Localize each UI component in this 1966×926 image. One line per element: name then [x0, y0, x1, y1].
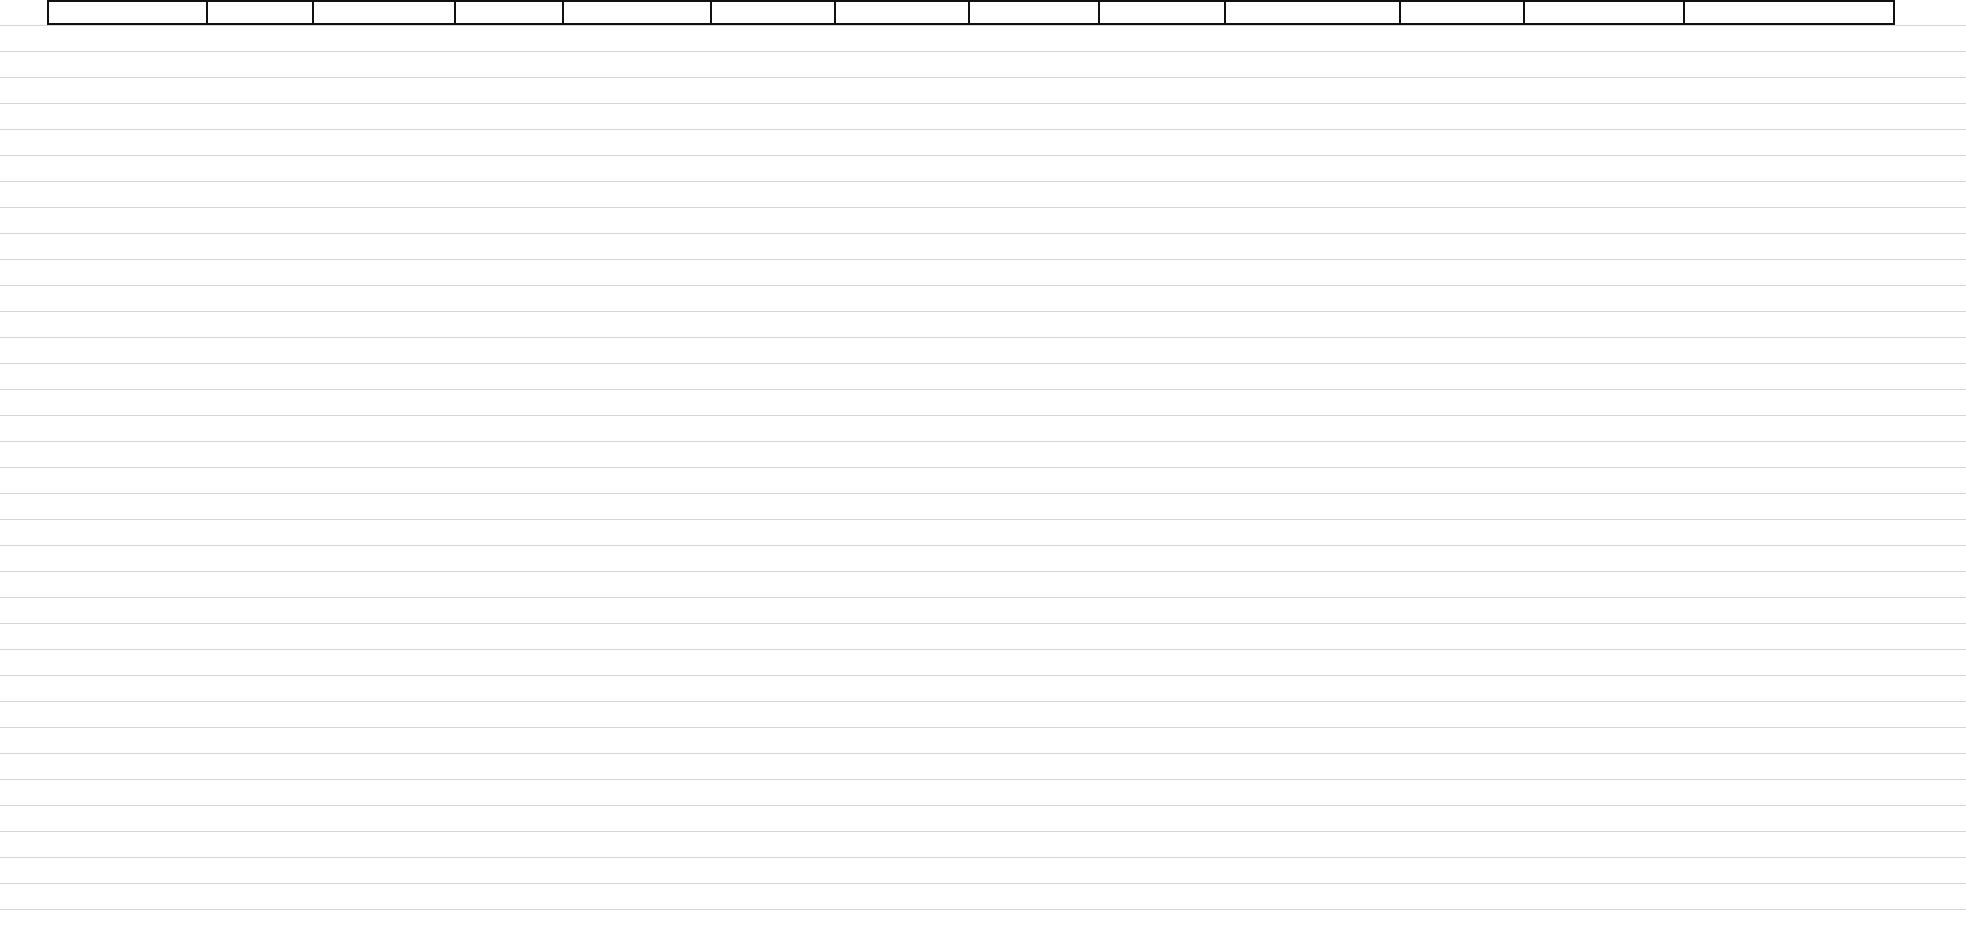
costume-cost-table — [47, 0, 1895, 25]
previous-row-edge — [48, 1, 1894, 24]
